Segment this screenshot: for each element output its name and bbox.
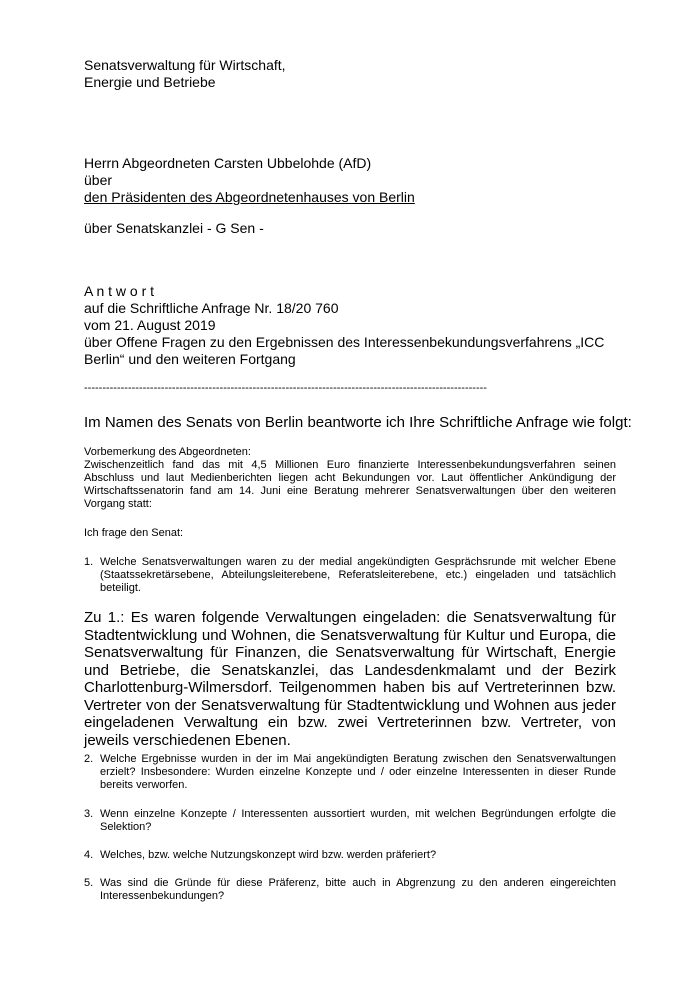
answer-heading: A n t w o r t <box>84 283 155 299</box>
recipient-line-1: Herrn Abgeordneten Carsten Ubbelohde (AfD) <box>84 155 372 171</box>
question-text-2: Welche Ergebnisse wurden in der im Mai angekündigten Beratung zwischen den Senatsverwaltungen erzielt? Insbesondere: Wurden einzelne Konzepte und / oder einzelne Interessenten in dieser Runde bereits verworfen. <box>100 753 616 791</box>
question-number-5: 5. <box>84 877 94 889</box>
title-line-2: vom 21. August 2019 <box>84 317 216 333</box>
separator-line: -------------------------------------------------------------------------------------------------------------- <box>84 382 487 394</box>
sender-line-1: Senatsverwaltung für Wirtschaft, <box>84 57 286 73</box>
recipient-line-2: über <box>84 172 113 188</box>
question-text-1: Welche Senatsverwaltungen waren zu der medial angekündigten Gesprächsrunde mit welcher Ebene (Staatssekretärsebene, Abteilungsleiterebene, Referatsleiterebene, etc.) eingeladen und tatsächlich beteiligt. <box>100 556 616 594</box>
title-line-1: auf die Schriftliche Anfrage Nr. 18/20 760 <box>84 300 339 316</box>
question-number-4: 4. <box>84 849 94 861</box>
intro-text: Im Namen des Senats von Berlin beantworte ich Ihre Schriftliche Anfrage wie folgt: <box>84 414 632 431</box>
ask-text: Ich frage den Senat: <box>84 527 184 539</box>
question-text-4: Welches, bzw. welche Nutzungskonzept wird bzw. werden präferiert? <box>100 849 437 861</box>
question-number-3: 3. <box>84 808 94 820</box>
preamble-text: Zwischenzeitlich fand das mit 4,5 Millionen Euro finanzierte Interessenbekundungsverfahren seinen Abschluss und laut Medienberichten liegen acht Bekundungen vor. Laut öffentlicher Ankündigung der Wirtschaftssenatorin fand am 14. Juni eine Beratung mehrerer Senatsverwaltungen über den weiteren Vorgang statt: <box>84 459 616 510</box>
sender-line-2: Energie und Betriebe <box>84 74 216 90</box>
recipient-line-3: den Präsidenten des Abgeordnetenhauses von Berlin <box>84 189 415 205</box>
title-line-4: Berlin“ und den weiteren Fortgang <box>84 351 296 367</box>
question-text-3: Wenn einzelne Konzepte / Interessenten aussortiert wurden, mit welchen Begründungen erfolgte die Selektion? <box>100 808 616 833</box>
question-text-5: Was sind die Gründe für diese Präferenz, bitte auch in Abgrenzung zu den anderen eingereichten Interessenbekundungen? <box>100 877 616 902</box>
question-number-2: 2. <box>84 753 94 765</box>
title-line-3: über Offene Fragen zu den Ergebnissen des Interessenbekundungsverfahrens „ICC <box>84 334 605 350</box>
question-number-1: 1. <box>84 556 94 568</box>
answer-1-text: Zu 1.: Es waren folgende Verwaltungen eingeladen: die Senatsverwaltung für Stadtentwicklung und Wohnen, die Senatsverwaltung für Kultur und Europa, die Senatsverwaltung für Finanzen, die Senatsverwaltung für Wirtschaft, Energie und Betriebe, die Senatskanzlei, das Landesdenkmalamt und der Bezirk Charlottenburg-Wilmersdorf. Teilgenommen haben bis auf Vertreterinnen bzw. Vertreter von der Senatsverwaltung für Stadtentwicklung und Wohnen aus jeder eingeladenen Verwaltung ein bzw. zwei Vertreterinnen bzw. Vertreter, von jeweils verschiedenen Ebenen. <box>84 609 616 749</box>
recipient-via: über Senatskanzlei - G Sen - <box>84 220 264 236</box>
preamble-heading: Vorbemerkung des Abgeordneten: <box>84 446 251 458</box>
